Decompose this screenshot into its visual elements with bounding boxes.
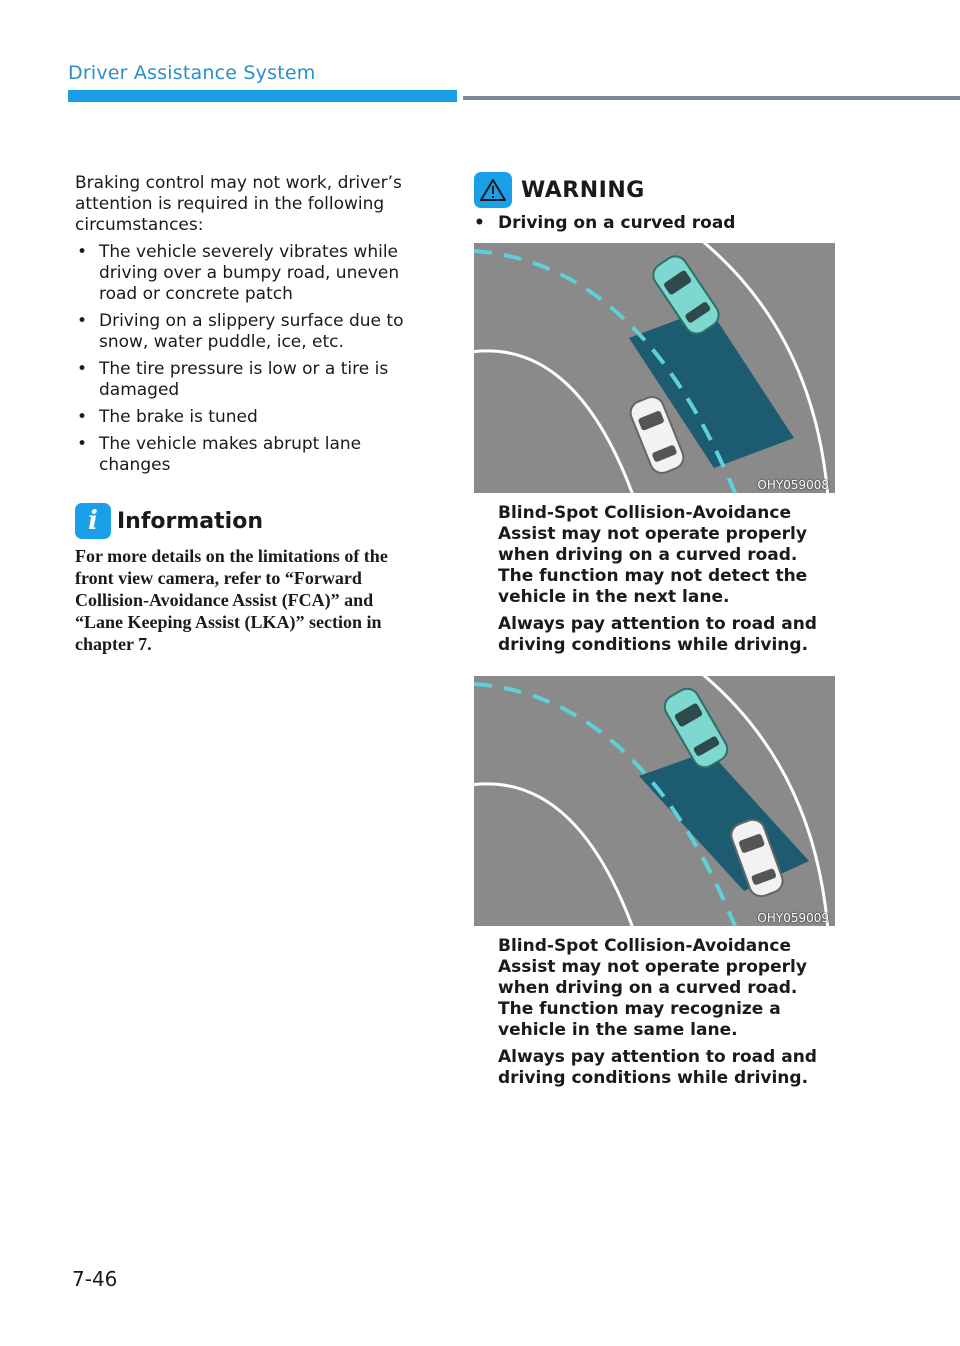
section-title: Driver Assistance System — [68, 62, 316, 84]
figure-code: OHY059008 — [757, 478, 829, 492]
information-title: Information — [117, 508, 263, 534]
intro-paragraph: Braking control may not work, driver’s attention is required in the following circumstances: — [75, 173, 402, 235]
info-icon: i — [75, 503, 111, 539]
list-item: • Driving on a slippery surface due to snow, water puddle, ice, etc. — [75, 311, 435, 353]
list-item: • The tire pressure is low or a tire is damaged — [75, 359, 435, 401]
information-heading — [75, 503, 263, 539]
warning-triangle-icon — [474, 172, 512, 208]
warning-bullet-text: Driving on a curved road — [498, 213, 736, 233]
caption-paragraph: Always pay attention to road and driving conditions while driving. — [498, 614, 817, 655]
caption-paragraph: Blind-Spot Collision-Avoidance Assist may not operate properly when driving on a curved road. The function may recognize a vehicle in the same lane. — [498, 936, 807, 1040]
figure-curved-road-2 — [474, 676, 835, 926]
warning-bullet: • Driving on a curved road — [474, 213, 736, 233]
left-column — [75, 173, 435, 482]
information-body: For more details on the limitations of the front view camera, refer to “Forward Collision-Avoidance Assist (FCA)” and “Lane Keeping Assist (LKA)” section in chapter 7. — [75, 546, 388, 654]
page-number: 7-46 — [72, 1267, 118, 1291]
warning-title: WARNING — [521, 177, 645, 203]
figure-code: OHY059009 — [757, 911, 829, 925]
header-rule-blue — [68, 90, 457, 102]
figure-caption-1 — [498, 503, 828, 662]
figure-caption-2 — [498, 936, 828, 1095]
header-rule-gray — [463, 96, 960, 100]
list-item: • The vehicle severely vibrates while driving over a bumpy road, uneven road or concrete patch — [75, 242, 435, 305]
caption-paragraph: Always pay attention to road and driving conditions while driving. — [498, 1047, 817, 1088]
list-item: • The brake is tuned — [75, 407, 435, 428]
list-item: • The vehicle makes abrupt lane changes — [75, 434, 435, 476]
figure-curved-road-1 — [474, 243, 835, 493]
caption-paragraph: Blind-Spot Collision-Avoidance Assist may not operate properly when driving on a curved road. The function may not detect the vehicle in the next lane. — [498, 503, 808, 607]
warning-heading — [474, 172, 645, 208]
circumstance-list — [75, 242, 435, 476]
